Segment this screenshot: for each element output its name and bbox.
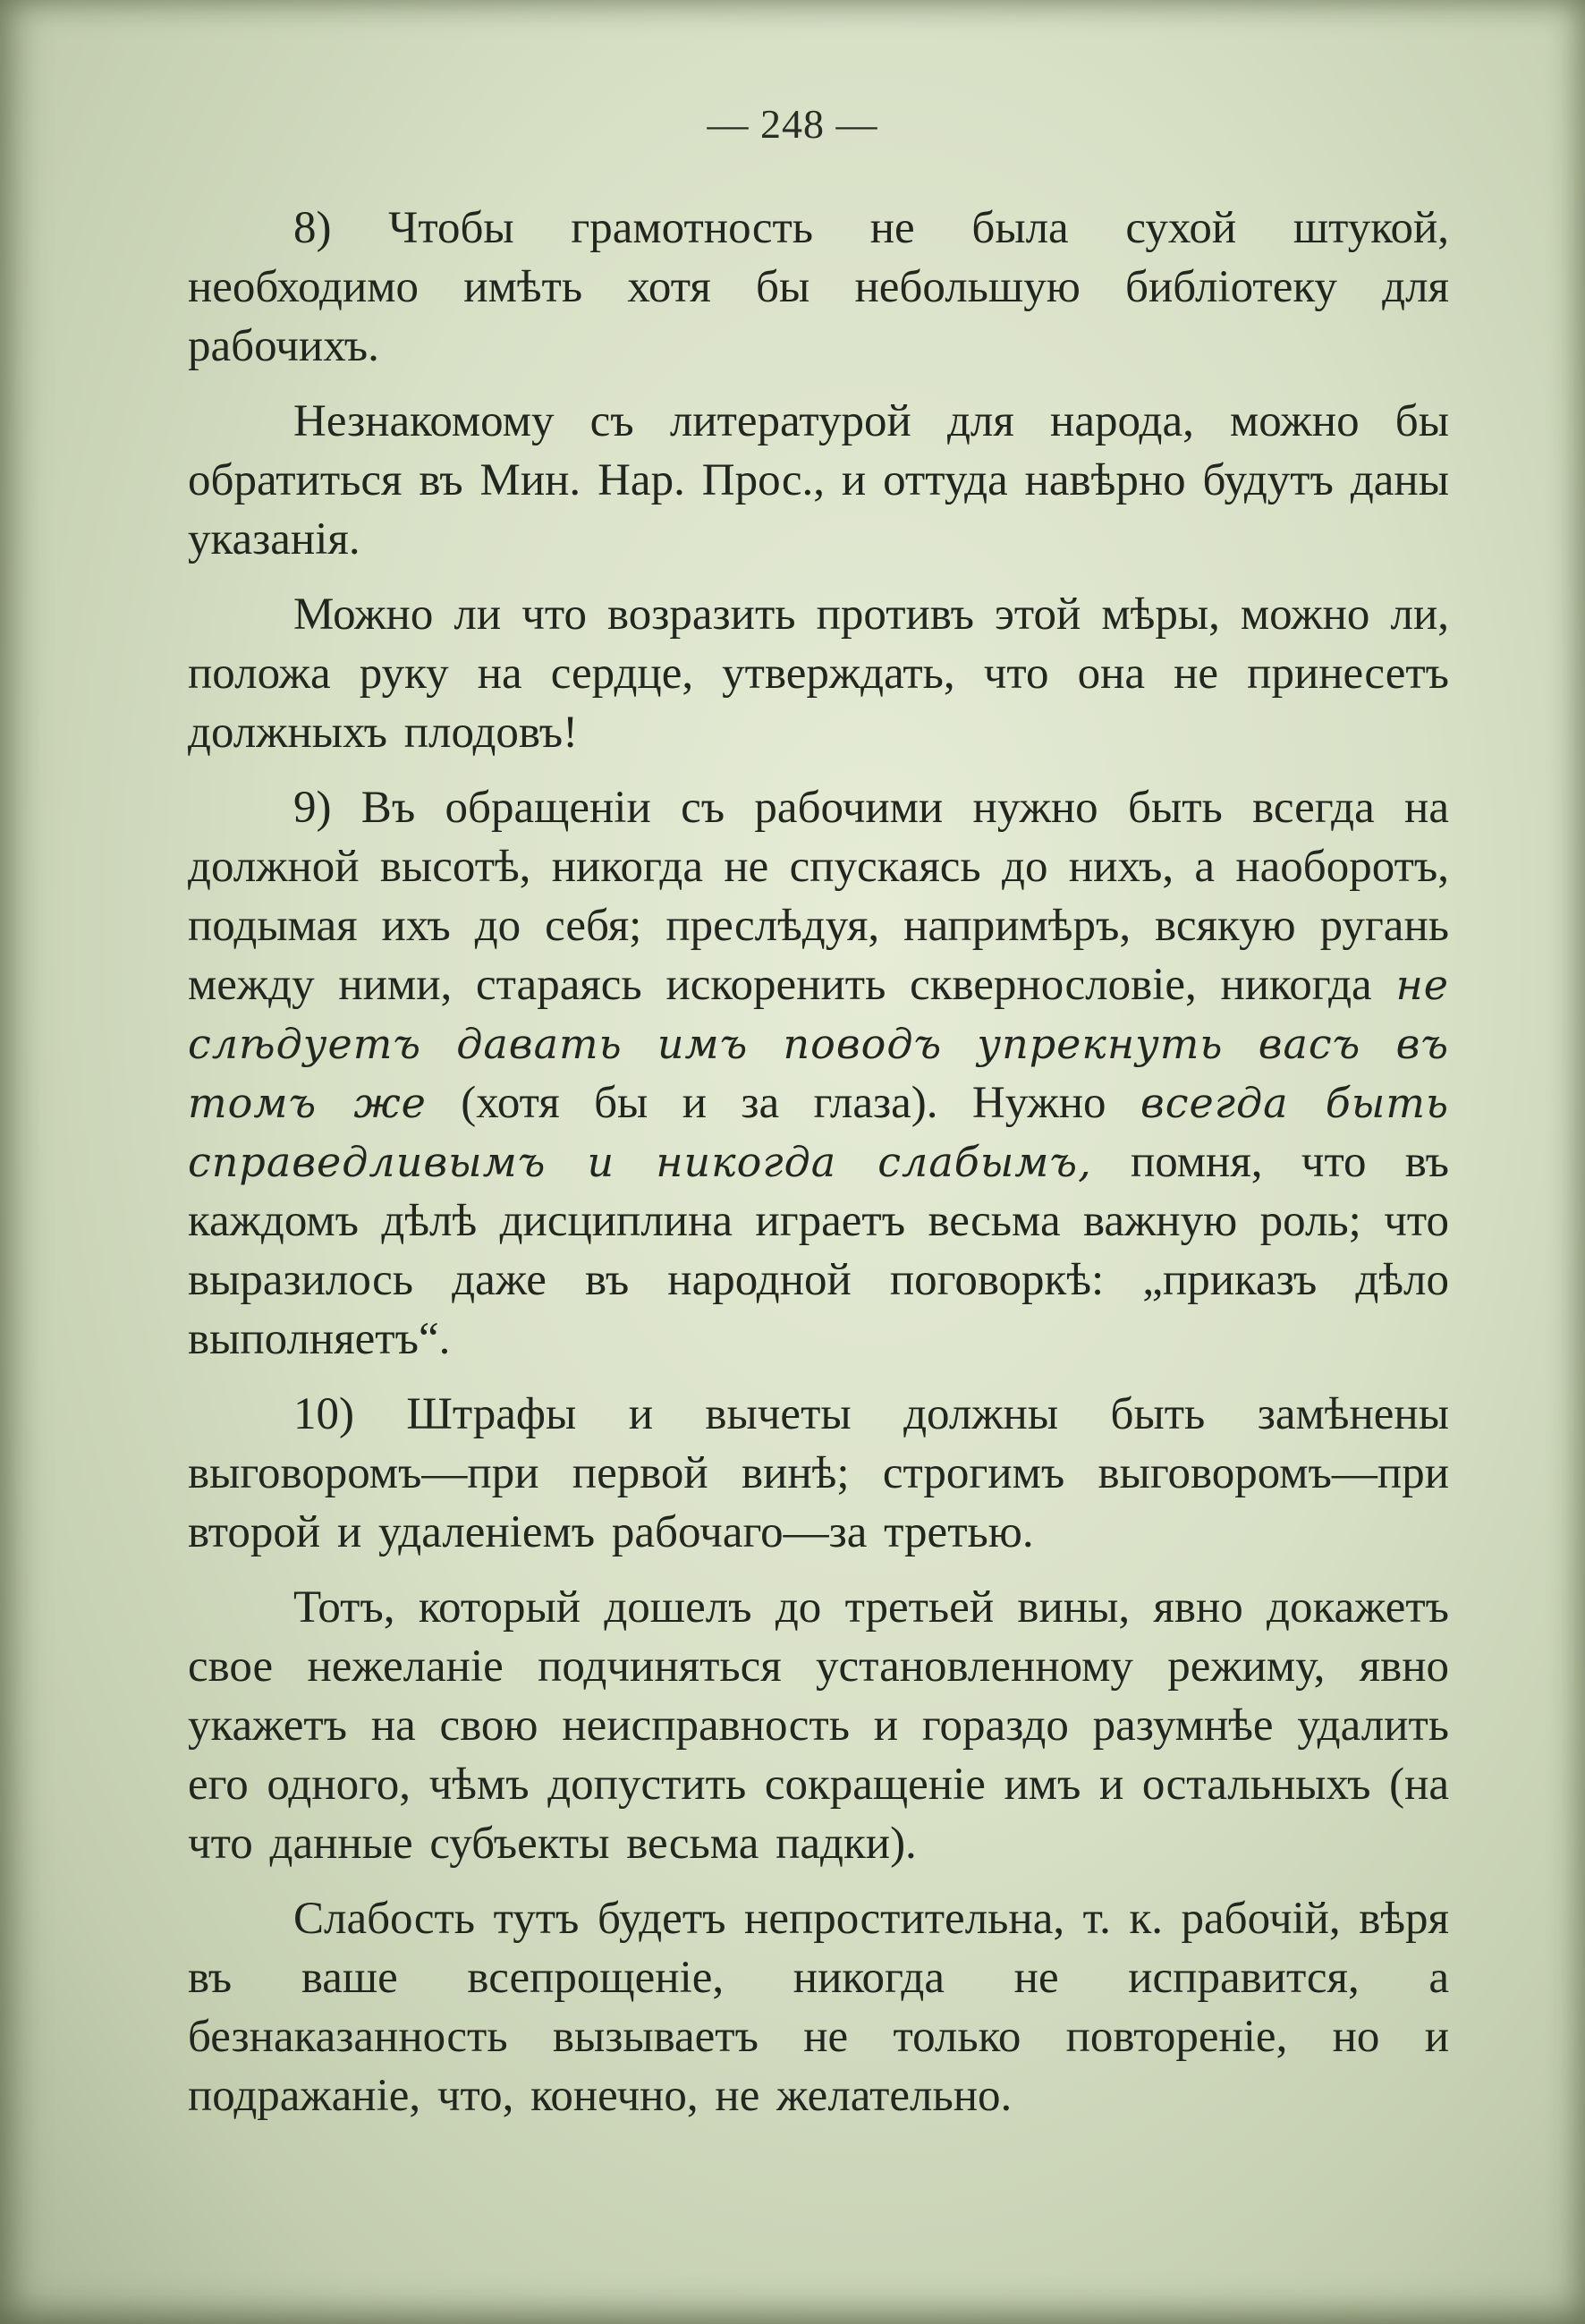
paragraph-1: 8) Чтобы грамотность не была сухой штукой, необходимо имѣть хотя бы небольшую библіотеку для рабочихъ.: [188, 203, 1449, 371]
paragraph-4-italic-1: не слѣдуетъ давать имъ поводъ упрекнуть васъ въ томъ же: [188, 961, 1449, 1127]
page-number: — 248 —: [707, 101, 878, 147]
paragraph-5: 10) Штрафы и вычеты должны быть замѣнены выговоромъ—при первой винѣ; строгимъ выговоромъ—при второй и удаленіемъ рабочаго—за третью.: [188, 1389, 1449, 1557]
paragraph-7: Слабость тутъ будетъ непростительна, т. к. рабочій, вѣря въ ваше всепрощеніе, никогда не исправится, а безнаказанность вызываетъ не только повтореніе, но и подражаніе, что, конечно, не желательно.: [188, 1894, 1449, 2121]
paragraph-2: Незнакомому съ литературой для народа, можно бы обратиться въ Мин. Нар. Прос., и оттуда навѣрно будутъ даны указанія.: [188, 396, 1449, 564]
paragraph-4-text-3: помня, что въ каждомъ дѣлѣ дисциплина играетъ весьма важную роль; что выразилось даже въ народной поговоркѣ: „приказъ дѣло выполняетъ“.: [188, 1137, 1449, 1364]
paragraph-4: [188, 778, 1449, 1369]
paragraph-6: Тотъ, который дошелъ до третьей вины, явно докажетъ свое нежеланіе подчиняться установленному режиму, явно укажетъ на свою неисправность и гораздо разумнѣе удалить его одного, чѣмъ допустить сокращеніе имъ и остальныхъ (на что данные субъекты весьма падки).: [188, 1582, 1449, 1869]
paragraph-4-italic-2: всегда быть справедливымъ и никогда слабымъ,: [188, 1079, 1449, 1186]
paragraph-4-text-1: 9) Въ обращеніи съ рабочими нужно быть всегда на должной высотѣ, никогда не спускаясь до нихъ, а наоборотъ, подымая ихъ до себя; преслѣдуя, напримѣръ, всякую ругань между ними, стараясь искоренить сквернословіе, никогда: [188, 783, 1449, 1010]
paragraph-4-text-2: (хотя бы и за глаза). Нужно: [461, 1078, 1106, 1128]
paragraph-3: Можно ли что возразить противъ этой мѣры, можно ли, положа руку на сердце, утверждать, что она не принесетъ должныхъ плодовъ!: [188, 589, 1449, 758]
body-text: [188, 199, 1449, 2136]
